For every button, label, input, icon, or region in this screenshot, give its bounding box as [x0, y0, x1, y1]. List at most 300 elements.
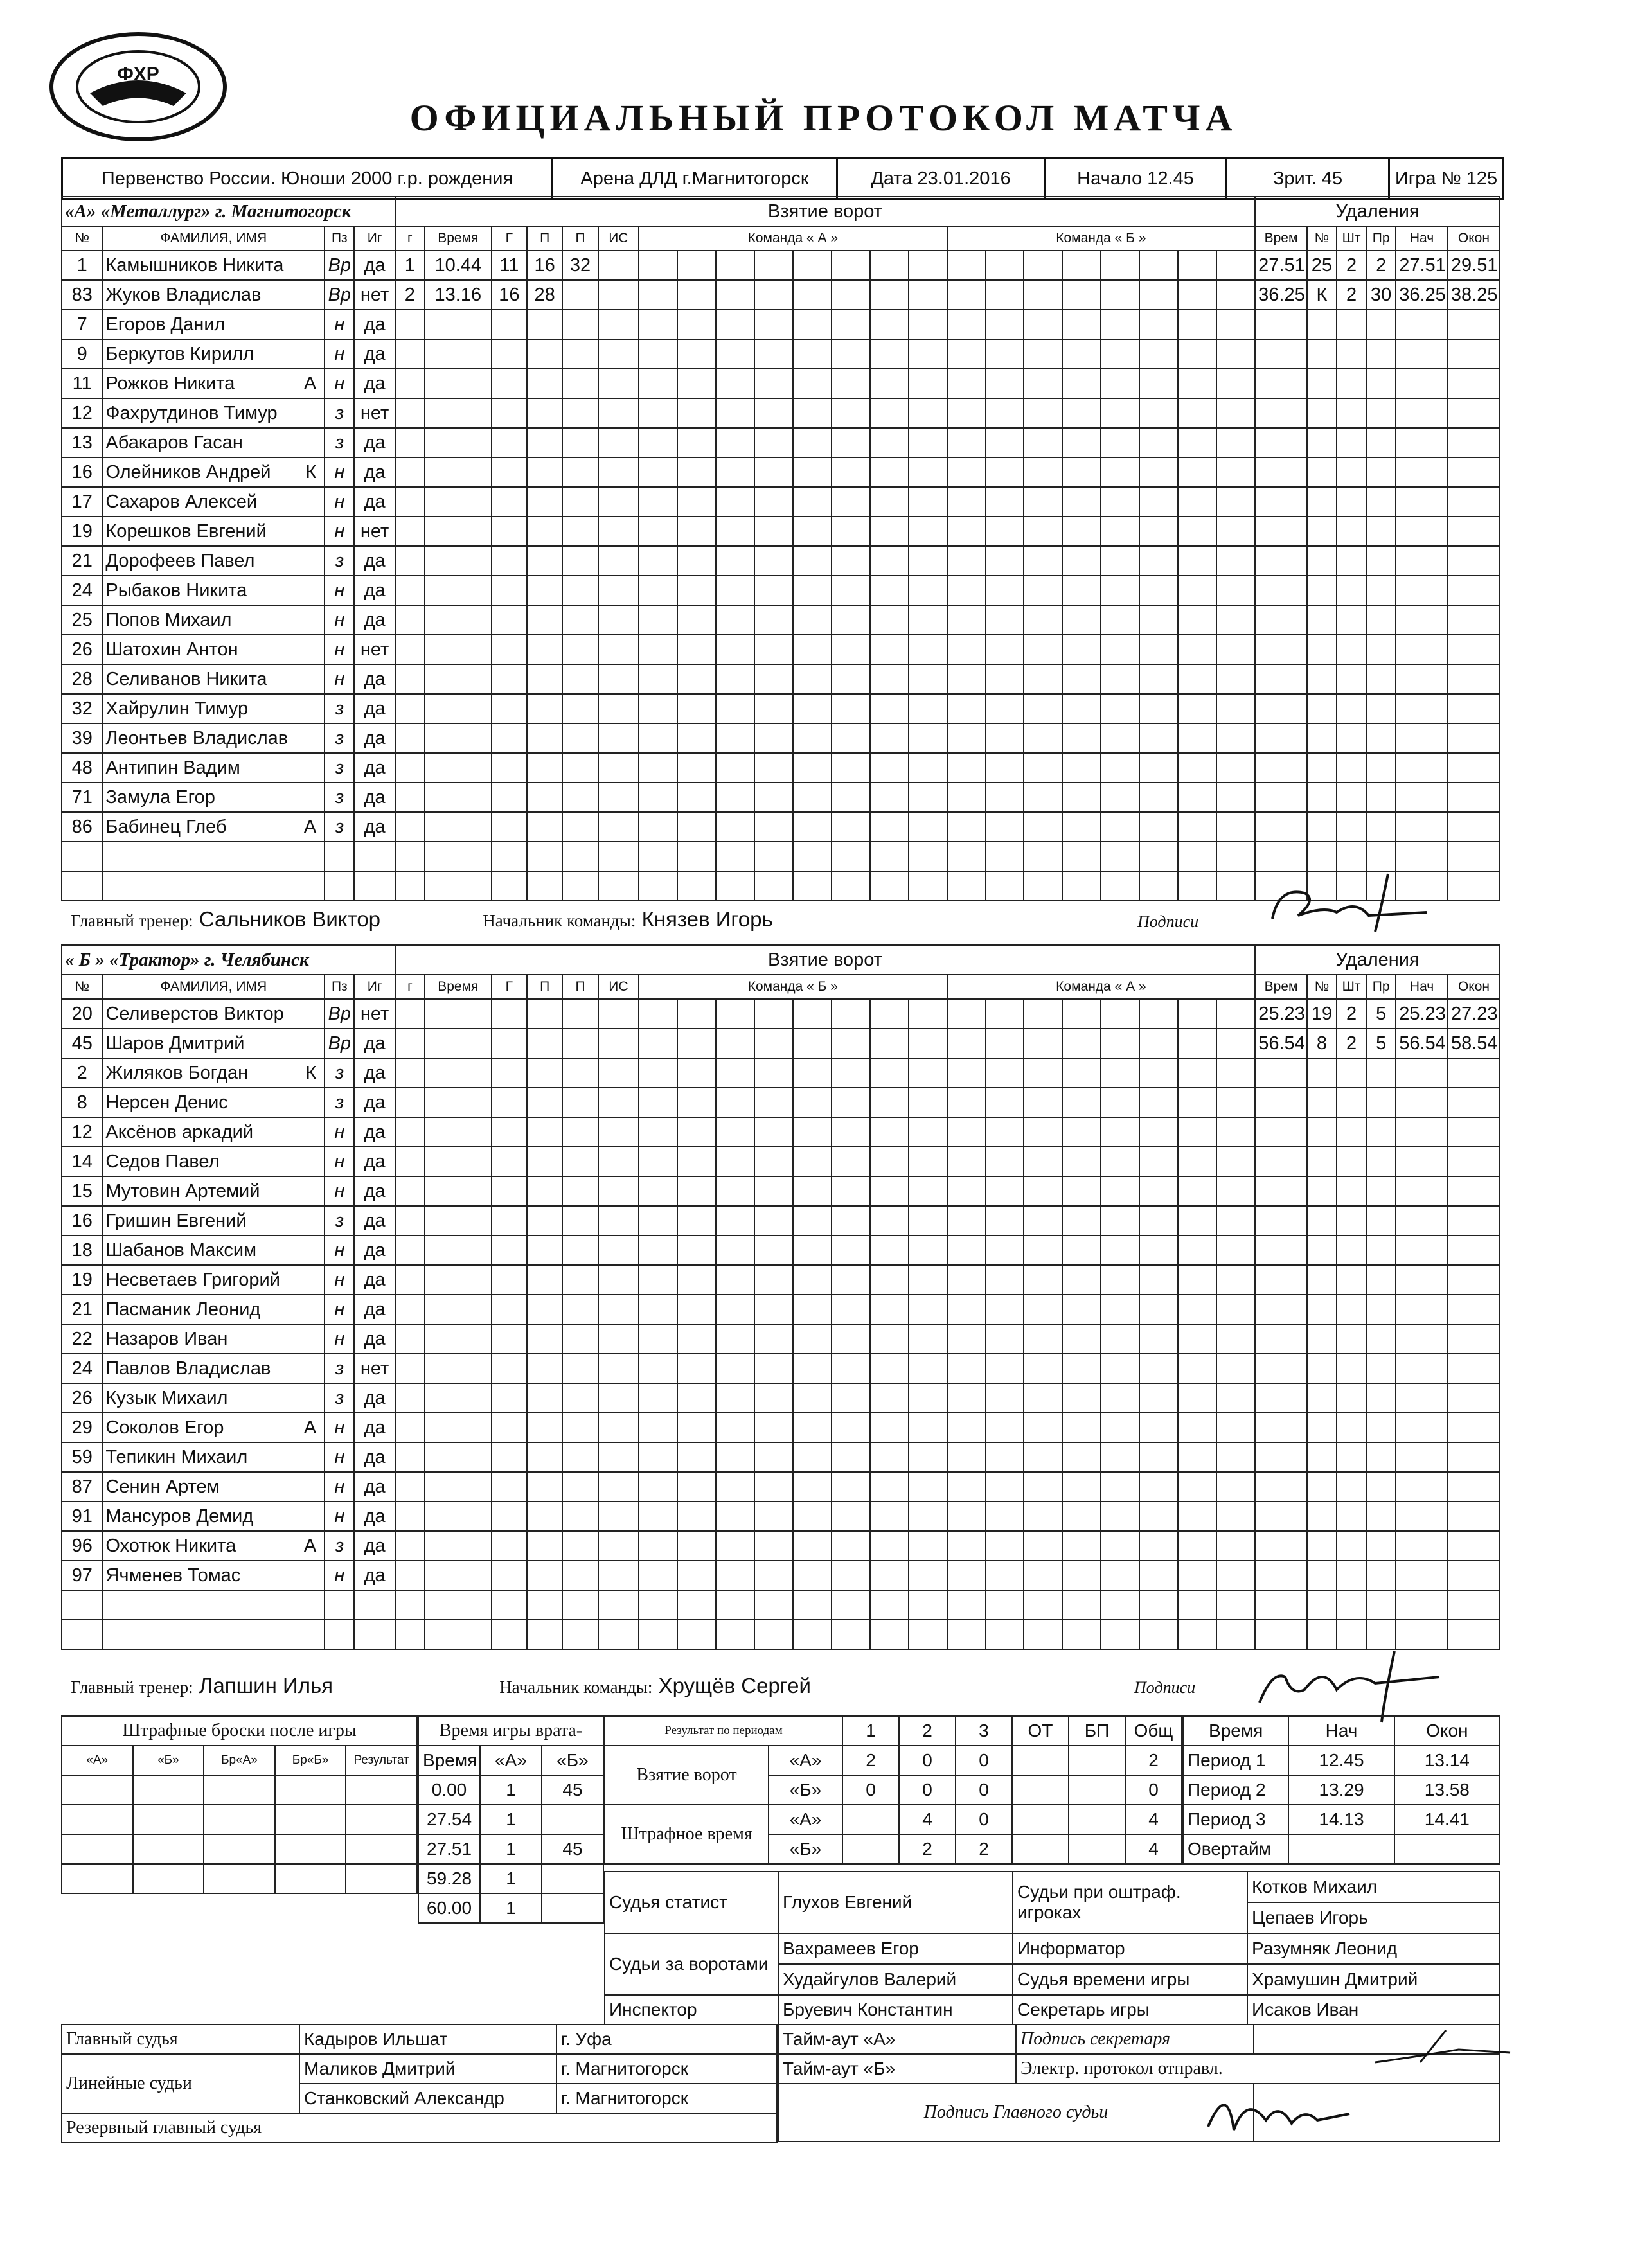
captain-mark	[316, 1210, 321, 1232]
goal-n	[395, 1265, 425, 1295]
line-cell	[754, 1502, 793, 1531]
goal-is	[598, 723, 639, 753]
line-cell	[909, 1088, 947, 1117]
goalie-time-title: Время игры врата-	[418, 1716, 603, 1746]
goal-time	[425, 1117, 492, 1147]
inspector-label: Инспектор	[605, 1995, 778, 2024]
b-col-number: №	[62, 975, 102, 999]
goal-g	[492, 1324, 527, 1354]
goal-p1	[527, 605, 562, 635]
penalty-sht: 2	[1337, 1029, 1366, 1058]
player-name-text: Хайрулин Тимур	[105, 698, 249, 719]
goal-judge-2: Худайгулов Валерий	[783, 1969, 957, 1989]
spectators: Зрит. 45	[1227, 159, 1390, 198]
line-cell	[832, 428, 870, 457]
player-name	[102, 783, 325, 812]
line-cell	[793, 1590, 832, 1620]
player-number: 45	[62, 1029, 102, 1058]
line-cell	[639, 339, 677, 369]
player-row	[62, 1502, 1500, 1531]
line-cell	[986, 783, 1024, 812]
line-cell	[1062, 428, 1101, 457]
line-cell	[909, 517, 947, 546]
line-cell	[1139, 428, 1178, 457]
pim-label: Штрафное время	[605, 1805, 769, 1864]
b-col-is: ИС	[598, 975, 639, 999]
line-cell	[716, 576, 754, 605]
player-row	[62, 1472, 1500, 1502]
line-cell	[832, 1324, 870, 1354]
line-cell	[832, 1236, 870, 1265]
goal-n	[395, 1236, 425, 1265]
goal-time	[425, 1029, 492, 1058]
player-position: н	[325, 1561, 354, 1590]
date: Дата 23.01.2016	[838, 159, 1046, 198]
player-name	[102, 517, 325, 546]
period-time-col: Нач	[1288, 1716, 1394, 1746]
player-row	[62, 605, 1500, 635]
goal-g	[492, 871, 527, 901]
goal-judges-label: Судьи за воротами	[605, 1933, 778, 1995]
player-position: н	[325, 487, 354, 517]
penalty-okon	[1448, 487, 1500, 517]
player-played: нет	[354, 517, 395, 546]
line-cell	[1062, 280, 1101, 310]
penalty-no	[1307, 783, 1337, 812]
penalty-okon	[1448, 517, 1500, 546]
line-cell	[677, 1147, 716, 1176]
player-position	[325, 842, 354, 871]
penalty-sht	[1337, 369, 1366, 398]
line-cell	[1139, 812, 1178, 842]
a-col-pen-no: №	[1307, 226, 1337, 251]
player-name	[102, 999, 325, 1029]
line-cell	[1139, 1502, 1178, 1531]
line-cell	[754, 1176, 793, 1206]
goal-g	[492, 1442, 527, 1472]
line-cell	[1139, 723, 1178, 753]
player-number	[62, 1620, 102, 1649]
penalty-okon	[1448, 1176, 1500, 1206]
secretary-signature	[1369, 2024, 1517, 2075]
penalty-time	[1255, 457, 1307, 487]
b-col-pen-sht: Шт	[1337, 975, 1366, 999]
line-cell	[870, 723, 909, 753]
goal-time	[425, 1620, 492, 1649]
player-number	[62, 842, 102, 871]
penalty-pr	[1366, 1117, 1396, 1147]
timeout-b: Тайм-аут «Б»	[778, 2054, 1016, 2084]
penalty-time	[1255, 1117, 1307, 1147]
line-cell	[1024, 1295, 1062, 1324]
line-cell	[832, 1472, 870, 1502]
goal-time	[425, 1088, 492, 1117]
penalty-sht	[1337, 635, 1366, 664]
goal-p2	[562, 1324, 598, 1354]
goal-n: 2	[395, 280, 425, 310]
penalty-pr	[1366, 1324, 1396, 1354]
line-cell	[1178, 694, 1216, 723]
goal-n	[395, 605, 425, 635]
goal-g	[492, 1058, 527, 1088]
player-name-text: Корешков Евгений	[105, 520, 267, 542]
penalty-pr	[1366, 1442, 1396, 1472]
penalty-no	[1307, 1147, 1337, 1176]
penalty-sht	[1337, 1472, 1366, 1502]
penalty-no	[1307, 1383, 1337, 1413]
penalty-okon	[1448, 783, 1500, 812]
goal-p1	[527, 1029, 562, 1058]
b-col-goal-scorer: Г	[492, 975, 527, 999]
line-cell	[1024, 428, 1062, 457]
player-number: 86	[62, 812, 102, 842]
goal-p1	[527, 517, 562, 546]
line-cell	[832, 635, 870, 664]
line-cell	[1024, 1147, 1062, 1176]
line-cell	[832, 723, 870, 753]
line-cell	[986, 605, 1024, 635]
goal-n	[395, 664, 425, 694]
goal-p2	[562, 635, 598, 664]
line-cell	[986, 812, 1024, 842]
line-cell	[793, 576, 832, 605]
goal-n	[395, 1561, 425, 1590]
penalty-time	[1255, 1176, 1307, 1206]
line-cell	[1101, 812, 1139, 842]
line-cell	[832, 517, 870, 546]
player-position: н	[325, 1472, 354, 1502]
penalty-pr	[1366, 369, 1396, 398]
period-value	[1069, 1805, 1125, 1834]
player-number: 32	[62, 694, 102, 723]
goal-is	[598, 1472, 639, 1502]
penalty-okon	[1448, 1531, 1500, 1561]
b-col-assist-1: П	[527, 975, 562, 999]
line-cell	[1216, 251, 1255, 280]
player-name	[102, 1502, 325, 1531]
goal-n	[395, 546, 425, 576]
goal-g	[492, 1265, 527, 1295]
player-number: 8	[62, 1088, 102, 1117]
line-cell	[1024, 635, 1062, 664]
a-col-cmd-right: Команда « Б »	[947, 226, 1256, 251]
captain-mark	[316, 1033, 321, 1054]
player-number: 26	[62, 635, 102, 664]
penalty-okon	[1448, 576, 1500, 605]
line-cell	[793, 1029, 832, 1058]
line-cell	[677, 1117, 716, 1147]
goalie-time-cell: 45	[542, 1775, 603, 1805]
penalty-sht	[1337, 398, 1366, 428]
line-cell	[754, 1058, 793, 1088]
player-number	[62, 871, 102, 901]
line-cell	[677, 999, 716, 1029]
player-played: да	[354, 1324, 395, 1354]
player-name-wrap	[105, 1122, 321, 1143]
goal-p2	[562, 1176, 598, 1206]
line-cell	[947, 1088, 986, 1117]
line-cell	[947, 723, 986, 753]
player-position	[325, 1590, 354, 1620]
player-row	[62, 1265, 1500, 1295]
player-played: да	[354, 487, 395, 517]
goal-p1	[527, 1206, 562, 1236]
b-col-pen-pr: Пр	[1366, 975, 1396, 999]
goal-g: 16	[492, 280, 527, 310]
captain-mark: А	[303, 1417, 317, 1438]
b-col-pen-no: №	[1307, 975, 1337, 999]
line-cell	[1216, 398, 1255, 428]
line-cell	[716, 605, 754, 635]
line-cell	[1024, 546, 1062, 576]
goal-n	[395, 1324, 425, 1354]
player-name	[102, 1383, 325, 1413]
line-cell	[1139, 1472, 1178, 1502]
line-cell	[1139, 1442, 1178, 1472]
penalty-pr	[1366, 457, 1396, 487]
line-cell	[1024, 1324, 1062, 1354]
line-cell	[947, 428, 986, 457]
line-cell	[832, 457, 870, 487]
goalie-time-col: «А»	[480, 1746, 542, 1775]
player-row	[62, 457, 1500, 487]
line-cell	[639, 753, 677, 783]
timekeeper-name: Храмушин Дмитрий	[1252, 1969, 1418, 1989]
goal-is	[598, 1324, 639, 1354]
line-cell	[832, 1590, 870, 1620]
goal-p2	[562, 1413, 598, 1442]
line-cell	[947, 517, 986, 546]
penalty-nach: 36.25	[1396, 280, 1448, 310]
player-played: да	[354, 546, 395, 576]
line-cell	[832, 1354, 870, 1383]
line-cell	[677, 1383, 716, 1413]
player-row	[62, 783, 1500, 812]
line-cell	[909, 605, 947, 635]
penalty-time	[1255, 723, 1307, 753]
goal-g	[492, 783, 527, 812]
line-cell	[677, 280, 716, 310]
line-cell	[1024, 605, 1062, 635]
line-cell	[639, 1265, 677, 1295]
match-header	[61, 157, 1504, 200]
line-cell	[870, 694, 909, 723]
team-b-signature	[1247, 1632, 1452, 1728]
penalty-time	[1255, 1058, 1307, 1088]
line-cell	[677, 457, 716, 487]
line-cell	[1101, 1472, 1139, 1502]
goal-g	[492, 1088, 527, 1117]
captain-mark	[316, 1299, 321, 1320]
line-cell	[1062, 310, 1101, 339]
period-time-col: Время	[1183, 1716, 1288, 1746]
line-cell	[909, 999, 947, 1029]
line-cell	[1178, 428, 1216, 457]
line-cell	[1101, 339, 1139, 369]
captain-mark	[316, 787, 321, 808]
player-name-text: Нерсен Денис	[105, 1092, 228, 1113]
penalty-nach	[1396, 339, 1448, 369]
player-played	[354, 842, 395, 871]
goal-n	[395, 783, 425, 812]
player-number: 11	[62, 369, 102, 398]
line-cell	[947, 1620, 986, 1649]
penalty-time	[1255, 1236, 1307, 1265]
period-time-col: Окон	[1394, 1716, 1500, 1746]
goal-g	[492, 339, 527, 369]
b-col-pen-okon: Окон	[1448, 975, 1500, 999]
line-cell	[1024, 842, 1062, 871]
goal-g	[492, 1029, 527, 1058]
line-cell	[1101, 999, 1139, 1029]
period-value	[1069, 1834, 1125, 1864]
line-cell	[716, 1176, 754, 1206]
player-name-text: Тепикин Михаил	[105, 1446, 248, 1467]
line-cell	[947, 487, 986, 517]
line-cell	[754, 428, 793, 457]
line-cell	[1062, 1324, 1101, 1354]
player-position	[325, 871, 354, 901]
player-played	[354, 871, 395, 901]
linesman-1: Маликов Дмитрий	[299, 2054, 556, 2084]
line-cell	[909, 339, 947, 369]
penalty-pr	[1366, 1502, 1396, 1531]
line-cell	[1216, 339, 1255, 369]
line-cell	[832, 280, 870, 310]
penalty-sht	[1337, 457, 1366, 487]
line-cell	[1178, 339, 1216, 369]
informer-name: Разумняк Леонид	[1248, 1934, 1499, 1965]
player-name	[102, 1472, 325, 1502]
line-cell	[832, 812, 870, 842]
penalty-pr	[1366, 546, 1396, 576]
line-cell	[909, 1324, 947, 1354]
line-cell	[909, 1176, 947, 1206]
line-cell	[1216, 842, 1255, 871]
line-cell	[1178, 517, 1216, 546]
goal-time	[425, 723, 492, 753]
line-cell	[1216, 1590, 1255, 1620]
line-cell	[909, 1058, 947, 1088]
goal-time	[425, 1472, 492, 1502]
line-cell	[1062, 517, 1101, 546]
penalty-no	[1307, 753, 1337, 783]
penalty-no	[1307, 428, 1337, 457]
penalty-nach	[1396, 1442, 1448, 1472]
penalty-time	[1255, 605, 1307, 635]
line-cell	[1178, 369, 1216, 398]
penalty-nach	[1396, 1295, 1448, 1324]
line-cell	[793, 1117, 832, 1147]
penalty-okon	[1448, 1590, 1500, 1620]
line-cell	[870, 517, 909, 546]
penalty-time	[1255, 1324, 1307, 1354]
line-cell	[1178, 1442, 1216, 1472]
line-cell	[677, 487, 716, 517]
line-cell	[677, 1413, 716, 1442]
line-cell	[793, 398, 832, 428]
line-cell	[1062, 812, 1101, 842]
goal-is	[598, 546, 639, 576]
goal-g	[492, 1176, 527, 1206]
line-cell	[639, 398, 677, 428]
line-cell	[677, 1590, 716, 1620]
shootout-col: «А»	[62, 1746, 133, 1775]
penalty-pr	[1366, 1354, 1396, 1383]
shootout-col: «Б»	[133, 1746, 204, 1775]
line-cell	[832, 487, 870, 517]
line-cell	[716, 1206, 754, 1236]
penalty-time: 25.23	[1255, 999, 1307, 1029]
penalty-time: 56.54	[1255, 1029, 1307, 1058]
player-name	[102, 1206, 325, 1236]
line-cell	[1101, 398, 1139, 428]
line-cell	[1024, 1531, 1062, 1561]
goal-p1	[527, 664, 562, 694]
player-row	[62, 1442, 1500, 1472]
line-cell	[1024, 1442, 1062, 1472]
line-cell	[1178, 310, 1216, 339]
player-played: да	[354, 1117, 395, 1147]
line-cell	[754, 339, 793, 369]
line-cell	[947, 999, 986, 1029]
line-cell	[986, 635, 1024, 664]
period-time-cell: Период 1	[1183, 1746, 1288, 1775]
penalty-sht	[1337, 1590, 1366, 1620]
line-cell	[870, 1561, 909, 1590]
line-cell	[986, 1620, 1024, 1649]
player-name-text: Антипин Вадим	[105, 757, 240, 778]
line-cell	[754, 1206, 793, 1236]
a-col-pen-nach: Нач	[1396, 226, 1448, 251]
penalty-no	[1307, 310, 1337, 339]
line-cell	[1101, 280, 1139, 310]
goal-g	[492, 1561, 527, 1590]
line-cell	[793, 1088, 832, 1117]
line-cell	[677, 369, 716, 398]
line-cell	[909, 1265, 947, 1295]
line-cell	[909, 812, 947, 842]
line-cell	[1139, 999, 1178, 1029]
player-position: Вр	[325, 999, 354, 1029]
penalty-okon	[1448, 694, 1500, 723]
line-cell	[947, 1324, 986, 1354]
player-name-text: Рыбаков Никита	[105, 580, 247, 601]
line-cell	[909, 1029, 947, 1058]
line-cell	[870, 310, 909, 339]
line-cell	[677, 1502, 716, 1531]
goal-p1	[527, 812, 562, 842]
line-cell	[1101, 1295, 1139, 1324]
chief-referee-signature	[1195, 2069, 1362, 2140]
player-name-wrap	[105, 1092, 321, 1113]
goalie-time-cell: 45	[542, 1834, 603, 1864]
goal-n	[395, 1354, 425, 1383]
line-cell	[1216, 783, 1255, 812]
goal-time	[425, 812, 492, 842]
period-value	[1012, 1805, 1069, 1834]
penalty-okon	[1448, 398, 1500, 428]
captain-mark	[316, 639, 321, 660]
goalie-time-cell: 1	[480, 1864, 542, 1893]
line-cell	[1062, 1147, 1101, 1176]
line-cell	[1024, 664, 1062, 694]
player-row	[62, 369, 1500, 398]
line-cell	[1024, 783, 1062, 812]
penalty-sht	[1337, 517, 1366, 546]
period-times-table	[1182, 1715, 1500, 1865]
penalty-sht	[1337, 1176, 1366, 1206]
